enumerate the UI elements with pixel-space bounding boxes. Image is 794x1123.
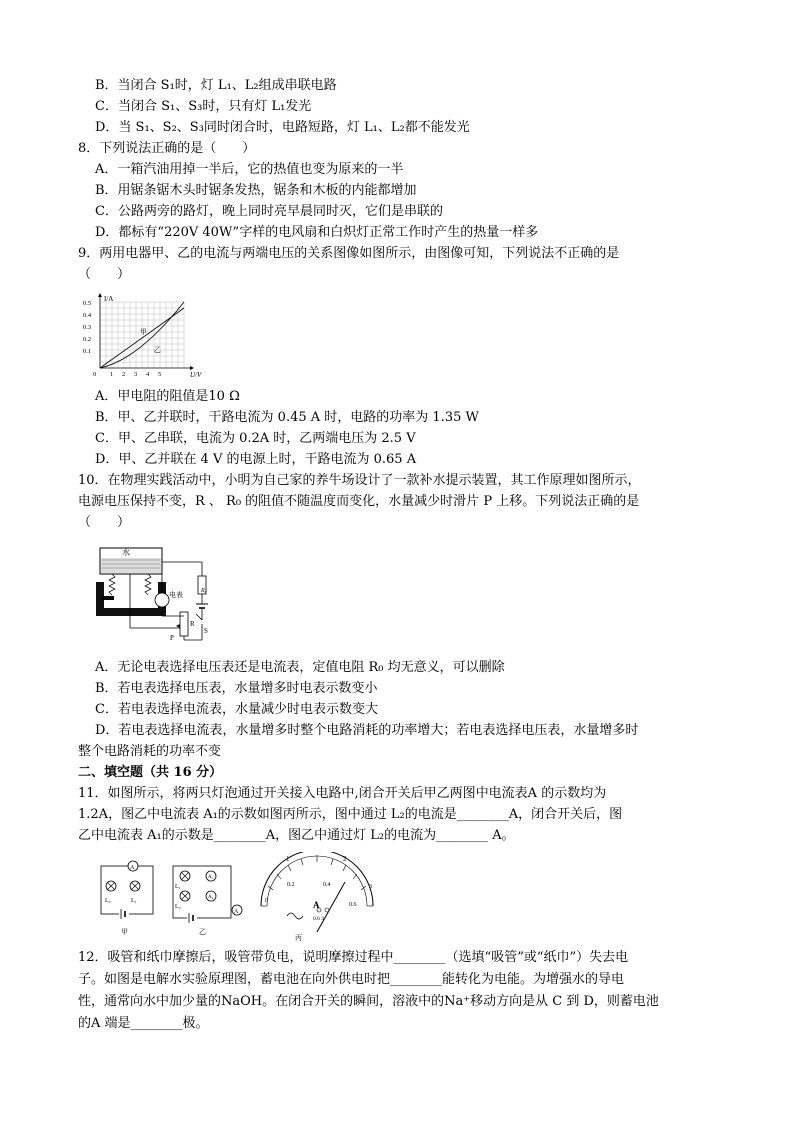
svg-text:L₂: L₂ [175,904,181,910]
q10-r-label: R [190,620,195,628]
q9-x-tick-1: 1 [110,371,114,378]
q10-stem-1: 10．在物理实践活动中，小明为自己家的养牛场设计了一款补水提示装置，其工作原理如图所示， [78,473,641,488]
q9-stem: 9．两用电器甲、乙的电流与两端电压的关系图像如图所示，由图像可知，下列说法不正确的是 [78,246,620,261]
q10-meter-label: 电表 [169,591,183,599]
q9-y-tick-0.1: 0.1 [83,348,92,355]
q11-circuits-figure [95,852,385,942]
q10-answer-paren: （ ） [78,515,131,530]
q10-option-d-line2: 整个电路消耗的功率不变 [78,744,222,759]
q7-option-c: C．当闭合 S₁、S₃时，只有灯 L₁发光 [95,99,312,114]
q9-y-label: I/A [104,295,114,303]
q8-option-a: A．一箱汽油用掉一半后，它的热值也变为原来的一半 [95,162,404,177]
q9-y-tick-0.5: 0.5 [83,300,92,307]
q9-origin: 0 [93,371,97,378]
q11-fig-bing: 丙 [295,934,302,942]
svg-text:L₁: L₁ [131,898,137,904]
q11-line-1: 11．如图所示，将两只灯泡通过开关接入电路中,闭合开关后甲乙两图中电流表A 的示数均为 [78,786,607,801]
q10-water-label: 水 [122,548,130,557]
q11-scale-3: 3 [369,884,372,890]
q10-stem-2: 电源电压保持不变，R 、 R₀ 的阻值不随温度而变化，水量减少时滑片 P 上移。下列说法正确的是 [78,494,640,509]
q9-label-jia: 甲 [140,328,147,336]
q9-option-a: A．甲电阻的阻值是10 Ω [95,389,240,404]
q11-line-3: 乙中电流表 A₁的示数是________A，图乙中通过灯 L₂的电流为________ A。 [78,828,515,843]
q11-scale-2: 2 [343,855,347,863]
q10-option-d-line1: D．若电表选择电流表，水量增多时整个电路消耗的功率增大；若电表选择电压表，水量增多时 [95,723,639,738]
svg-text:A: A [130,865,135,871]
q8-option-d: D．都标有“220V 40W”字样的电风扇和白炽灯正常工作时产生的热量一样多 [95,225,539,240]
q9-option-b: B．甲、乙并联时，干路电流为 0.45 A 时，电路的功率为 1.35 W [95,410,479,425]
q9-iu-graph [78,292,218,382]
q11-terminals: 0.6 3 [313,916,324,922]
q7-option-d: D．当 S₁、S₂、S₃同时闭合时，电路短路，灯 L₁、L₂都不能发光 [95,120,470,135]
svg-text:A₁: A₁ [208,875,214,880]
q8-option-b: B．用锯条锯木头时锯条发热，锯条和木板的内能都增加 [95,183,417,198]
q10-option-a: A．无论电表选择电压表还是电流表，定值电阻 R₀ 均无意义，可以删除 [95,660,505,675]
q10-option-b: B．若电表选择电压表，水量增多时电表示数变小 [95,681,378,696]
q11-scale-0: 0 [265,898,268,904]
q8-stem: 8．下列说法正确的是（ ） [78,141,256,156]
q10-r0-label: R₀ [201,588,207,594]
q9-x-label: U/V [190,371,202,379]
q12-line-1: 12．吸管和纸巾摩擦后，吸管带负电，说明摩擦过程中________（选填“吸管”或“纸巾”）失去电 [78,950,629,965]
q11-scale-1: 1 [286,855,290,863]
q10-water-device-figure [92,540,222,646]
q11-scale-0.6: 0.6 [349,902,357,908]
q12-line-3: 性，通常向水中加少量的NaOH。在闭合开关的瞬间，溶液中的Na⁺移动方向是从 C 到 D，则蓄电池 [78,994,659,1009]
q10-option-c: C．若电表选择电流表，水量减少时电表示数变大 [95,702,378,717]
q11-fig-jia: 甲 [121,928,128,936]
svg-text:A: A [234,909,239,915]
q12-line-4: 的A 端是________极。 [78,1016,209,1031]
q11-scale-0.4: 0.4 [323,882,331,888]
q8-option-c: C．公路两旁的路灯，晚上同时亮早晨同时灭，它们是串联的 [95,204,443,219]
svg-text:L₁: L₁ [175,884,181,890]
q10-switch-label: S [204,627,208,635]
q9-option-c: C．甲、乙串联，电流为 0.2A 时，乙两端电压为 2.5 V [95,431,416,446]
svg-text:L₂: L₂ [105,898,111,904]
q12-line-2: 子。如图是电解水实验原理图，蓄电池在向外供电时把________能转化为电能。为增强水的导电 [78,972,625,987]
svg-text:A₂: A₂ [208,895,214,900]
q9-x-tick-5: 5 [158,371,162,378]
q11-fig-yi: 乙 [199,928,206,936]
q9-x-tick-3: 3 [134,371,138,378]
q9-option-d: D．甲、乙并联在 4 V 的电源上时，干路电流为 0.65 A [95,452,417,467]
q10-p-label: P [170,634,174,642]
q9-y-tick-0.2: 0.2 [83,336,92,343]
q7-option-b: B．当闭合 S₁时，灯 L₁、L₂组成串联电路 [95,78,337,93]
q9-answer-paren: （ ） [78,267,131,282]
q11-line-2: 1.2A，图乙中电流表 A₁的示数如图丙所示，图中通过 L₂的电流是________A，闭合开关后，图 [78,807,623,822]
q9-label-yi: 乙 [154,346,161,354]
section-title-fill-in: 二、填空题（共 16 分） [78,765,223,780]
q9-x-tick-4: 4 [146,371,150,378]
q9-y-tick-0.4: 0.4 [83,312,92,319]
q11-meter-a: A [313,900,320,910]
q11-scale-0.2: 0.2 [287,882,295,888]
q9-x-tick-2: 2 [122,371,126,378]
q9-y-tick-0.3: 0.3 [83,324,92,331]
